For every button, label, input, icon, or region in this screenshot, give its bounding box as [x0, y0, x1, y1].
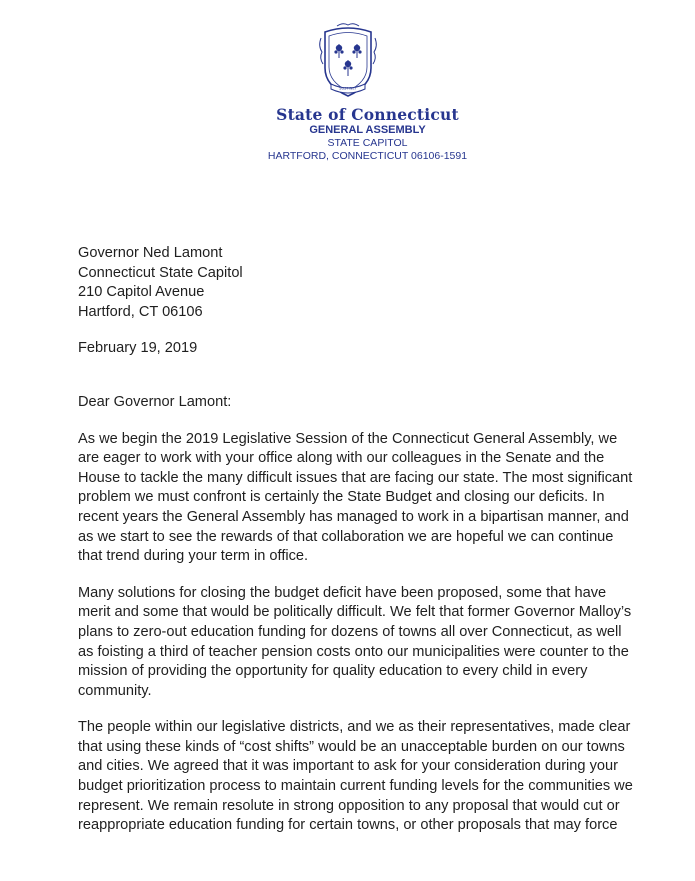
recipient-line: 210 Capitol Avenue	[78, 284, 205, 301]
recipient-address	[78, 244, 638, 322]
letterhead	[0, 22, 695, 163]
letterhead-assembly: GENERAL ASSEMBLY	[309, 124, 426, 136]
paragraph: Many solutions for closing the budget deficit have been proposed, some that have merit and some that would be politically difficult. We felt that former Governor Malloy’s plans to zero-out education funding for dozens of towns all over Connecticut, as well as foisting a third of teacher pension costs onto our municipalities were counter to the mission of providing the opportunity for quality education to every child in every community.	[78, 584, 632, 699]
letterhead-state: State of Connecticut	[276, 105, 459, 124]
recipient-line: Governor Ned Lamont	[78, 245, 223, 261]
letterhead-address: HARTFORD, CONNECTICUT 06106-1591	[267, 150, 468, 162]
recipient-line: Connecticut State Capitol	[78, 264, 243, 281]
recipient-line: Hartford, CT 06106	[78, 303, 203, 320]
letterhead-capitol: STATE CAPITOL	[327, 137, 408, 149]
state-seal-icon	[317, 22, 379, 104]
salutation: Dear Governor Lamont:	[78, 393, 232, 410]
paragraph: The people within our legislative districts, and we as their representatives, made clear that using these kinds of “cost shifts” would be an unacceptable burden on our towns and cities. We agreed that it was important to ask for your consideration during your budget prioritization process to maintain current funding levels for the communities we represent. We remain resolute in strong opposition to any proposal that would cut or reappropriate education funding for certain towns, or other proposals that may force	[78, 719, 633, 834]
letter-body	[78, 244, 638, 836]
seal-motto: SUSTINET	[338, 86, 357, 91]
paragraph: As we begin the 2019 Legislative Session of the Connecticut General Assembly, we are eager to work with your office along with our colleagues in the Senate and the House to tackle the many difficult issues that are facing our state. The most significant problem we must confront is certainly the State Budget and closing our deficits. In recent years the General Assembly has managed to work in a bipartisan manner, and as we start to see the rewards of that collaboration we are hopeful we can continue that trend during your term in office.	[78, 430, 633, 565]
letter-date: February 19, 2019	[78, 340, 198, 357]
